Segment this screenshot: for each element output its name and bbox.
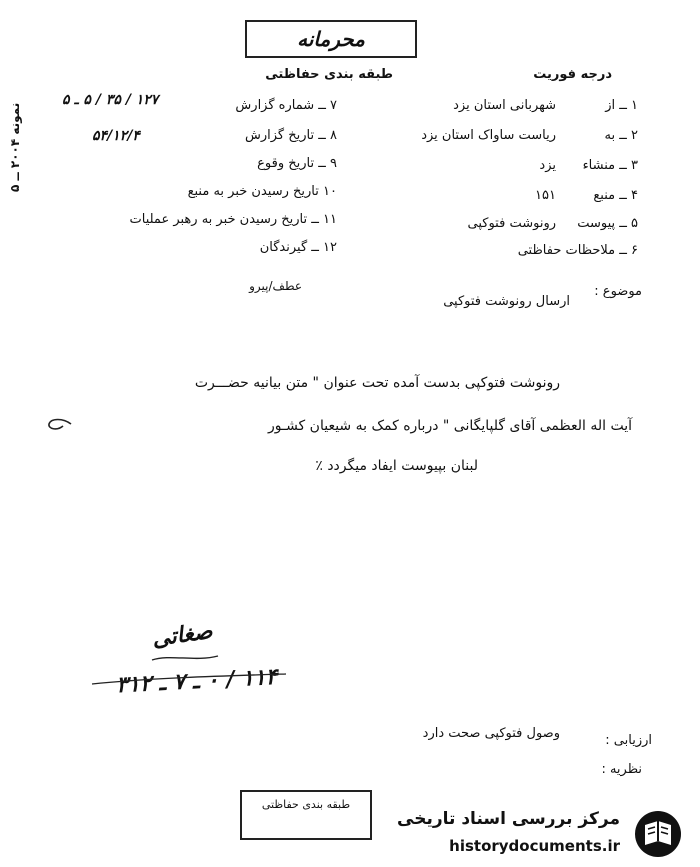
field-from-label: ۱ ــ از bbox=[605, 98, 638, 113]
archive-title: مرکز بررسی اسناد تاریخی bbox=[397, 809, 620, 829]
field-attachment-value: رونوشت فتوکپی bbox=[467, 216, 556, 231]
field-to-label: ۲ ــ به bbox=[604, 128, 638, 143]
field-origin-value: یزد bbox=[539, 158, 556, 173]
field-report-date-label: ۸ ــ تاریخ گزارش bbox=[245, 128, 337, 143]
field-source-value: ۱۵۱ bbox=[535, 188, 556, 203]
archive-logo bbox=[398, 805, 690, 863]
assessment-label: ارزیابی : bbox=[605, 733, 652, 748]
assessment-value: وصول فتوکپی صحت دارد bbox=[422, 726, 560, 741]
opinion-label: نظریه : bbox=[601, 762, 642, 777]
handwritten-file-number: ۱۱۴ / ۰ ـ ۷ ـ ۳۱۲ bbox=[115, 663, 279, 699]
field-origin-label: ۳ ــ منشاء bbox=[582, 158, 638, 173]
field-attachment-label: ۵ ــ پیوست bbox=[577, 216, 638, 231]
field-recipients-label: ۱۲ ــ گیرندگان bbox=[259, 240, 337, 255]
field-source-receipt-date-label: ۱۰ تاریخ رسیدن خبر به منبع bbox=[187, 184, 337, 199]
signature: صغاتی bbox=[150, 617, 214, 653]
number-underline-icon bbox=[90, 672, 290, 688]
field-to-value: ریاست ساواک استان یزد bbox=[421, 128, 556, 143]
field-report-number-value: ۱۲۷ / ۳۵ / ۵ ـ ۵ bbox=[62, 92, 159, 108]
classification-footer-box bbox=[240, 790, 372, 840]
check-mark-icon bbox=[45, 416, 75, 436]
field-security-notes-label: ۶ ــ ملاحظات حفاظتی bbox=[517, 243, 638, 258]
body-line: لبنان بپیوست ایفاد میگردد ٪ bbox=[315, 458, 478, 474]
archive-url: historydocuments.ir bbox=[449, 837, 620, 855]
subject-label: موضوع : bbox=[594, 284, 642, 299]
field-ops-receipt-date-label: ۱۱ ــ تاریخ رسیدن خبر به رهبر عملیات bbox=[129, 212, 337, 227]
confidential-stamp: محرمانه bbox=[245, 20, 417, 58]
body-line: آیت اله العظمی آقای گلپایگانی " درباره کمک به شیعیان کشـور bbox=[267, 418, 632, 434]
body-line: رونوشت فتوکپی بدست آمده تحت عنوان " متن بیانیه حضـــرت bbox=[194, 375, 560, 391]
field-report-date-value: ۵۴/۱۲/۴ bbox=[92, 128, 140, 144]
field-source-label: ۴ ــ منبع bbox=[593, 188, 638, 203]
field-from-value: شهربانی استان یزد bbox=[453, 98, 556, 113]
reference-label: عطف/پیرو bbox=[249, 279, 302, 293]
subject-value: ارسال رونوشت فتوکپی bbox=[443, 294, 570, 309]
field-report-number-label: ۷ ــ شماره گزارش bbox=[235, 98, 337, 113]
signature-underline-icon bbox=[150, 650, 220, 664]
margin-note: نمونه ۲۰۰۴ ــ ۵ bbox=[8, 102, 22, 192]
classification-footer-label: طبقه بندی حفاظتی bbox=[261, 798, 351, 811]
priority-label: درجه فوریت bbox=[533, 67, 612, 82]
classification-heading: طبقه بندی حفاظتی bbox=[265, 67, 393, 82]
field-event-date-label: ۹ ــ تاریخ وقوع bbox=[257, 156, 337, 171]
archive-book-icon bbox=[632, 809, 684, 859]
